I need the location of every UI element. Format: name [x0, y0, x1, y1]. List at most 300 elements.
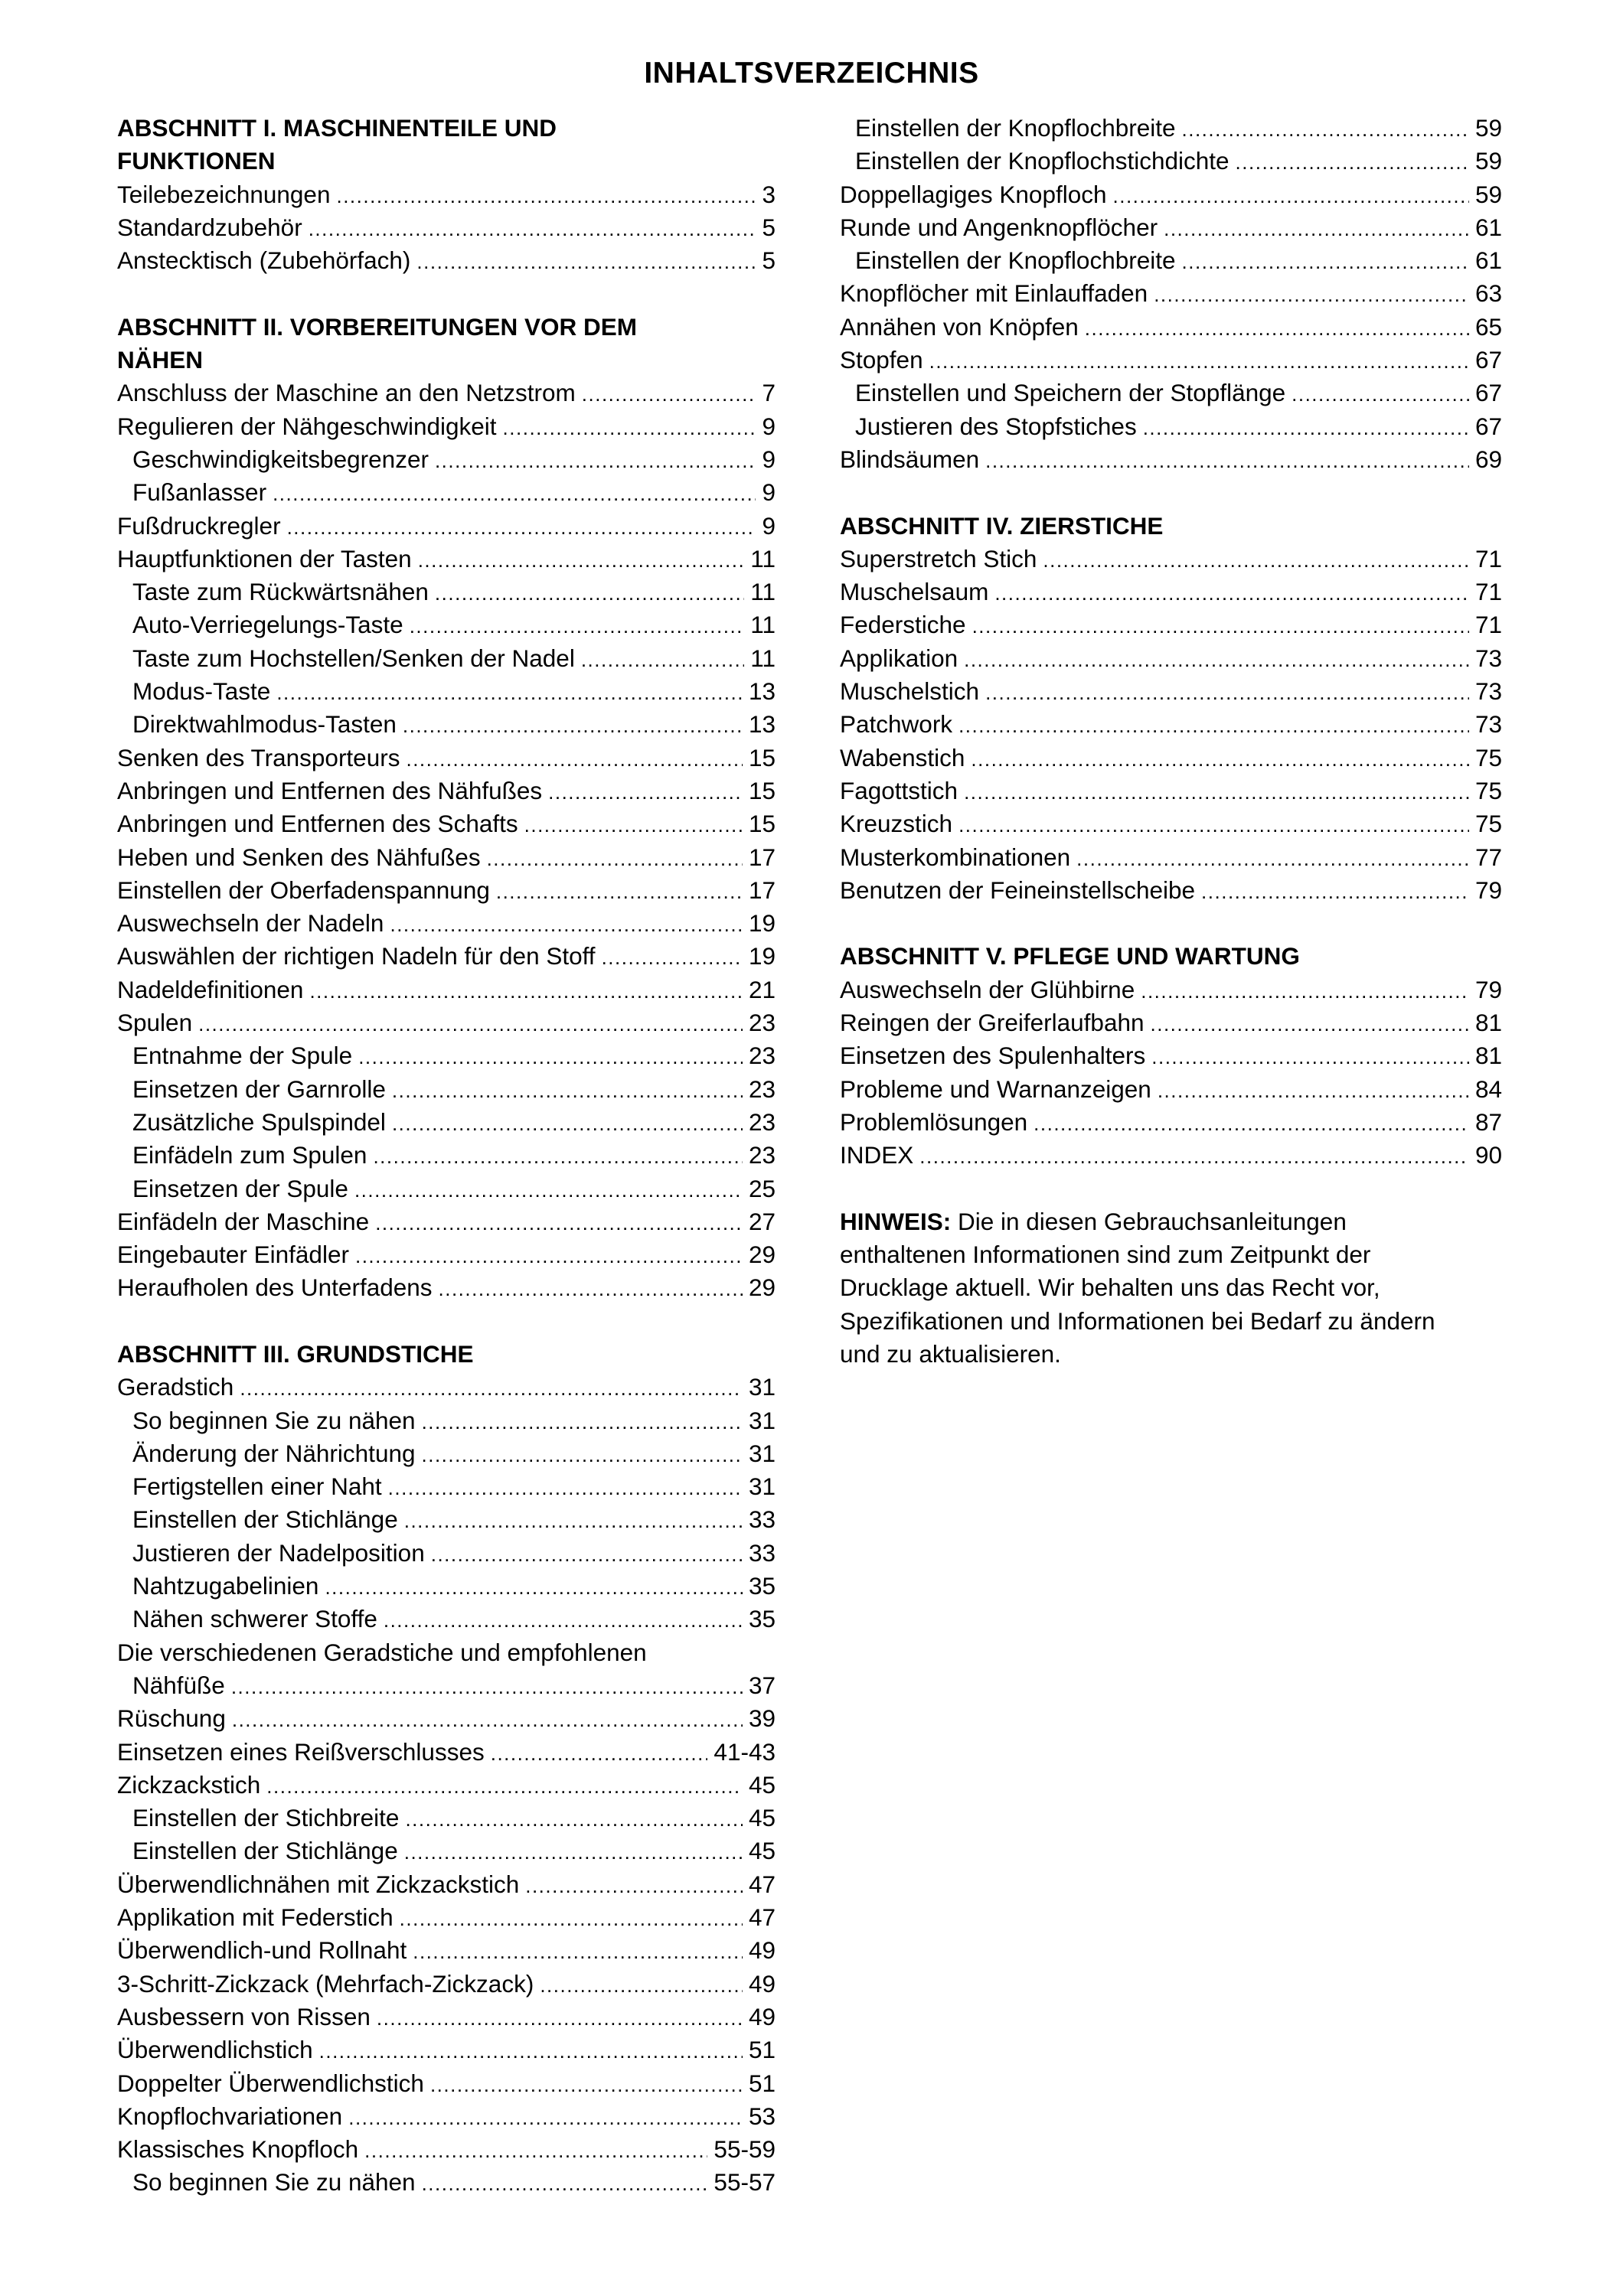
toc-entry-label: So beginnen Sie zu nähen: [132, 1406, 416, 1434]
dot-leader: [240, 1372, 743, 1405]
section-heading: ABSCHNITT V. PFLEGE UND WARTUNG: [840, 942, 1300, 970]
dot-leader: [985, 445, 1469, 478]
dot-leader: [354, 1174, 743, 1207]
toc-entry-label: Rüschung: [117, 1704, 226, 1733]
toc-entry-label: Hauptfunktionen der Tasten: [117, 544, 412, 572]
toc-entry-label: Einsetzen der Garnrolle: [132, 1075, 386, 1103]
toc-entry[interactable]: [117, 841, 776, 874]
dot-leader: [1236, 146, 1469, 179]
toc-entry[interactable]: [117, 543, 776, 576]
toc-entry-label: Einstellen der Stichlänge: [132, 1837, 398, 1865]
toc-entry-page: 5: [762, 246, 776, 275]
toc-entry-page: 37: [748, 1671, 776, 1699]
dot-leader: [422, 2167, 708, 2200]
toc-entry[interactable]: [117, 377, 776, 409]
toc-entry[interactable]: [117, 1238, 776, 1271]
toc-entry-label: Einfädeln der Maschine: [117, 1207, 370, 1235]
dot-leader: [231, 1671, 743, 1704]
toc-entry[interactable]: [117, 443, 776, 476]
toc-entry[interactable]: [117, 1968, 776, 2001]
dot-leader: [958, 809, 1469, 842]
toc-entry[interactable]: [840, 807, 1502, 840]
page-title: INHALTSVERZEICHNIS: [644, 57, 979, 90]
toc-entry-page: 7: [762, 379, 776, 407]
toc-entry-label: Einfädeln zum Spulen: [132, 1141, 367, 1169]
toc-entry-page: 9: [762, 445, 776, 473]
toc-entry-label: Patchwork: [840, 710, 953, 739]
toc-entry[interactable]: [840, 344, 1502, 377]
toc-entry-page: 9: [762, 412, 776, 440]
dot-leader: [1151, 1008, 1469, 1041]
toc-entry[interactable]: [117, 1603, 776, 1636]
toc-entry[interactable]: [117, 907, 776, 940]
toc-entry-label: Auswechseln der Nadeln: [117, 909, 384, 938]
dot-leader: [390, 908, 742, 941]
toc-entry[interactable]: [117, 2100, 776, 2133]
toc-entry[interactable]: [840, 1006, 1502, 1039]
dot-leader: [602, 941, 743, 974]
dot-leader: [403, 709, 743, 742]
dot-leader: [406, 743, 742, 776]
toc-entry-page: 11: [750, 611, 776, 639]
toc-entry[interactable]: [117, 2133, 776, 2166]
dot-leader: [392, 1107, 743, 1140]
toc-entry-label: Überwendlich-und Rollnaht: [117, 1936, 407, 1965]
toc-entry[interactable]: [840, 543, 1502, 576]
toc-entry-label: Taste zum Hochstellen/Senken der Nadel: [132, 644, 575, 672]
toc-entry-label: Direktwahlmodus-Tasten: [132, 710, 397, 739]
toc-entry-page: 31: [748, 1473, 776, 1501]
toc-entry-label: Spulen: [117, 1009, 193, 1037]
toc-entry[interactable]: [117, 807, 776, 840]
toc-entry-label: Doppellagiges Knopfloch: [840, 180, 1107, 208]
toc-entry-label: Anbringen und Entfernen des Schafts: [117, 810, 518, 838]
toc-entry-label: Anstecktisch (Zubehörfach): [117, 246, 411, 275]
note-line: und zu aktualisieren.: [840, 1339, 1061, 1368]
toc-entry-label: Einstellen der Knopflochstichdichte: [855, 147, 1229, 175]
toc-entry-label: Superstretch Stich: [840, 544, 1037, 572]
dot-leader: [435, 577, 744, 610]
toc-entry[interactable]: [117, 1073, 776, 1106]
dot-leader: [503, 412, 756, 445]
toc-entry-page: 31: [748, 1406, 776, 1434]
toc-entry-page: 81: [1474, 1009, 1502, 1037]
section-spacer: [117, 277, 776, 310]
toc-entry[interactable]: [840, 974, 1502, 1006]
toc-entry-label: Fertigstellen einer Naht: [132, 1473, 382, 1501]
toc-entry-page: 19: [748, 942, 776, 970]
dot-leader: [929, 345, 1469, 378]
dot-leader: [435, 445, 756, 478]
toc-entry-label: Einstellen und Speichern der Stopflänge: [855, 379, 1286, 407]
dot-leader: [985, 677, 1469, 709]
toc-entry[interactable]: [840, 1073, 1502, 1106]
note-line: Drucklage aktuell. Wir behalten uns das Recht vor,: [840, 1274, 1380, 1302]
dot-leader: [364, 2135, 707, 2167]
toc-entry[interactable]: [117, 1205, 776, 1238]
toc-entry-label: Stopfen: [840, 346, 923, 374]
toc-entry[interactable]: [840, 145, 1502, 178]
toc-entry[interactable]: [117, 1503, 776, 1536]
toc-entry-page: 11: [750, 578, 776, 606]
dot-leader: [375, 1207, 743, 1240]
section-heading: FUNKTIONEN: [117, 147, 276, 175]
toc-entry[interactable]: [840, 211, 1502, 244]
toc-entry[interactable]: [840, 443, 1502, 476]
toc-entry-label: Fagottstich: [840, 776, 958, 804]
toc-entry-page: 9: [762, 478, 776, 507]
dot-leader: [1292, 378, 1469, 411]
dot-leader: [1141, 975, 1469, 1008]
toc-entry-label: Applikation: [840, 644, 958, 672]
dot-leader: [273, 478, 756, 510]
dot-leader: [422, 1439, 743, 1472]
toc-entry[interactable]: [117, 244, 776, 277]
toc-entry-label: So beginnen Sie zu nähen: [132, 2168, 416, 2197]
dot-leader: [548, 776, 743, 809]
section-heading: ABSCHNITT III. GRUNDSTICHE: [117, 1339, 474, 1368]
toc-entry-page: 75: [1474, 810, 1502, 838]
toc-entry-label: Regulieren der Nähgeschwindigkeit: [117, 412, 497, 440]
toc-entry-page: 73: [1474, 644, 1502, 672]
toc-entry-label: Auto-Verriegelungs-Taste: [132, 611, 403, 639]
toc-entry[interactable]: [117, 1868, 776, 1901]
toc-entry-page: 23: [748, 1009, 776, 1037]
toc-entry[interactable]: [117, 1736, 776, 1769]
dot-leader: [919, 1140, 1469, 1173]
dot-leader: [336, 180, 756, 213]
toc-entry-page: 25: [748, 1174, 776, 1202]
toc-entry[interactable]: [840, 244, 1502, 277]
toc-entry[interactable]: [117, 1769, 776, 1802]
toc-entry-label: Einstellen der Stichlänge: [132, 1505, 398, 1534]
toc-entry[interactable]: [117, 410, 776, 443]
dot-leader: [1154, 279, 1469, 311]
toc-entry-label: Kreuzstich: [840, 810, 953, 838]
dot-leader: [1043, 544, 1469, 577]
toc-entry-label: Fußanlasser: [132, 478, 267, 507]
dot-leader: [413, 1936, 743, 1968]
toc-entry-label: Teilebezeichnungen: [117, 180, 331, 208]
toc-entry[interactable]: [117, 1702, 776, 1735]
dot-leader: [355, 1240, 743, 1273]
toc-entry-label: Federstiche: [840, 611, 966, 639]
toc-entry[interactable]: [117, 1404, 776, 1437]
toc-entry[interactable]: [117, 1934, 776, 1967]
toc-entry-label: Anbringen und Entfernen des Nähfußes: [117, 776, 543, 804]
toc-entry[interactable]: [117, 1139, 776, 1172]
toc-entry-page: 49: [748, 2002, 776, 2030]
toc-entry-label: Annähen von Knöpfen: [840, 312, 1079, 341]
toc-entry-page: 35: [748, 1572, 776, 1600]
toc-entry[interactable]: [117, 874, 776, 907]
toc-entry-label: Modus-Taste: [132, 677, 271, 706]
toc-entry-page: 33: [748, 1505, 776, 1534]
toc-entry-page: 45: [748, 1837, 776, 1865]
toc-entry-label: Entnahme der Spule: [132, 1042, 353, 1070]
dot-leader: [994, 577, 1469, 610]
toc-left-column: [117, 112, 776, 2200]
toc-entry[interactable]: [840, 410, 1502, 443]
toc-entry-label: Applikation mit Federstich: [117, 1903, 394, 1932]
toc-entry-label: Probleme und Warnanzeigen: [840, 1075, 1151, 1103]
toc-entry[interactable]: [117, 510, 776, 543]
toc-entry[interactable]: [117, 2033, 776, 2066]
dot-leader: [582, 378, 756, 411]
dot-leader: [309, 975, 743, 1008]
toc-entry[interactable]: [840, 277, 1502, 310]
toc-entry-page: 15: [748, 743, 776, 771]
toc-entry[interactable]: [840, 576, 1502, 608]
toc-entry-page: 5: [762, 213, 776, 241]
toc-entry-label: Problemlösungen: [840, 1107, 1028, 1136]
toc-entry-page: 3: [762, 180, 776, 208]
toc-entry-label: Zusätzliche Spulspindel: [132, 1107, 386, 1136]
toc-entry[interactable]: [117, 1006, 776, 1039]
toc-entry-page: 59: [1474, 147, 1502, 175]
toc-entry-page: 33: [748, 1538, 776, 1567]
dot-leader: [524, 809, 743, 842]
dot-leader: [404, 1836, 743, 1869]
toc-entry[interactable]: [117, 708, 776, 741]
dot-leader: [404, 1505, 743, 1538]
toc-entry[interactable]: [840, 708, 1502, 741]
toc-entry-label: Einstellen der Stichbreite: [132, 1804, 400, 1832]
toc-entry-page: 23: [748, 1042, 776, 1070]
toc-entry[interactable]: [117, 211, 776, 244]
toc-entry-label: Muschelsaum: [840, 578, 989, 606]
dot-leader: [1113, 180, 1469, 213]
dot-leader: [266, 1770, 743, 1803]
toc-entry-label: Eingebauter Einfädler: [117, 1241, 349, 1269]
toc-entry[interactable]: [840, 178, 1502, 211]
toc-entry[interactable]: [840, 642, 1502, 675]
toc-entry-label: Klassisches Knopfloch: [117, 2135, 359, 2164]
toc-entry-page: 79: [1474, 876, 1502, 904]
toc-entry[interactable]: [117, 576, 776, 608]
toc-entry[interactable]: [840, 874, 1502, 907]
note-line: enthaltenen Informationen sind zum Zeitpunkt der: [840, 1241, 1371, 1269]
toc-entry[interactable]: [840, 775, 1502, 807]
toc-entry-page: 71: [1474, 611, 1502, 639]
toc-entry-label: Senken des Transporteurs: [117, 743, 400, 771]
dot-leader: [496, 876, 743, 908]
toc-entry[interactable]: [117, 1039, 776, 1072]
dot-leader: [487, 843, 743, 876]
toc-entry-page: 67: [1474, 379, 1502, 407]
toc-entry[interactable]: [117, 2067, 776, 2100]
toc-entry[interactable]: [117, 1371, 776, 1404]
toc-entry[interactable]: [840, 377, 1502, 409]
dot-leader: [1201, 876, 1469, 908]
note-line: Spezifikationen und Informationen bei Bedarf zu ändern: [840, 1306, 1435, 1335]
dot-leader: [373, 1140, 743, 1173]
toc-entry-label: Einsetzen eines Reißverschlusses: [117, 1737, 485, 1766]
toc-entry[interactable]: [117, 476, 776, 509]
dot-leader: [287, 511, 756, 544]
dot-leader: [384, 1604, 743, 1637]
toc-entry-page: 71: [1474, 578, 1502, 606]
dot-leader: [422, 1406, 743, 1439]
toc-entry-page: 84: [1474, 1075, 1502, 1103]
toc-entry-page: 63: [1474, 279, 1502, 308]
toc-entry-label: Reingen der Greiferlaufbahn: [840, 1009, 1145, 1037]
dot-leader: [377, 2002, 743, 2035]
dot-leader: [325, 1571, 743, 1604]
note-paragraph: [840, 1205, 1502, 1371]
toc-entry-page: 81: [1474, 1042, 1502, 1070]
toc-entry[interactable]: [840, 841, 1502, 874]
toc-entry-label: Einsetzen der Spule: [132, 1174, 348, 1202]
toc-entry-label: Auswechseln der Glühbirne: [840, 975, 1135, 1003]
toc-entry-page: 15: [748, 776, 776, 804]
toc-entry[interactable]: [840, 608, 1502, 641]
toc-entry-page: 53: [748, 2102, 776, 2130]
section-heading: ABSCHNITT IV. ZIERSTICHE: [840, 511, 1164, 540]
toc-entry-page: 73: [1474, 710, 1502, 739]
toc-entry[interactable]: [117, 642, 776, 675]
toc-entry-label: Heben und Senken des Nähfußes: [117, 843, 481, 871]
toc-entry-label: Einstellen der Knopflochbreite: [855, 114, 1176, 142]
toc-entry-text: Die verschiedenen Geradstiche und empfohlenen: [117, 1638, 647, 1666]
toc-entry-page: 23: [748, 1141, 776, 1169]
toc-entry-page: 31: [748, 1373, 776, 1401]
toc-entry[interactable]: [840, 1039, 1502, 1072]
toc-entry[interactable]: [117, 775, 776, 807]
toc-entry[interactable]: [117, 742, 776, 775]
toc-entry-label: Heraufholen des Unterfadens: [117, 1274, 433, 1302]
toc-entry[interactable]: [117, 1669, 776, 1702]
toc-entry[interactable]: [117, 1172, 776, 1205]
section-spacer: [117, 1305, 776, 1338]
toc-entry-label: Runde und Angenknopflöcher: [840, 213, 1158, 241]
toc-entry[interactable]: [840, 1139, 1502, 1172]
dot-leader: [972, 610, 1469, 643]
dot-leader: [491, 1737, 708, 1770]
dot-leader: [1143, 412, 1469, 445]
dot-leader: [1034, 1107, 1469, 1140]
toc-entry-page: 29: [748, 1274, 776, 1302]
toc-entry[interactable]: [840, 742, 1502, 775]
section-heading: NÄHEN: [117, 346, 204, 374]
dot-leader: [431, 1538, 743, 1571]
dot-leader: [232, 1704, 743, 1737]
toc-right-column: [840, 112, 1502, 1371]
toc-entry[interactable]: [840, 311, 1502, 344]
dot-leader: [348, 2102, 743, 2135]
dot-leader: [581, 644, 744, 677]
toc-entry[interactable]: [117, 1437, 776, 1470]
dot-leader: [418, 544, 745, 577]
toc-entry-page: 73: [1474, 677, 1502, 706]
dot-leader: [1182, 246, 1469, 279]
toc-entry[interactable]: [117, 1802, 776, 1835]
toc-entry[interactable]: [117, 1470, 776, 1503]
toc-entry-label: Wabenstich: [840, 743, 965, 771]
toc-entry-page: 51: [748, 2036, 776, 2064]
toc-entry-page: 61: [1474, 213, 1502, 241]
toc-entry-label: Justieren des Stopfstiches: [855, 412, 1137, 440]
toc-entry-page: 19: [748, 909, 776, 938]
toc-entry-label: Muschelstich: [840, 677, 980, 706]
toc-entry[interactable]: [117, 1106, 776, 1139]
toc-entry-label: Nahtzugabelinien: [132, 1572, 319, 1600]
toc-entry-page: 67: [1474, 346, 1502, 374]
section-heading: ABSCHNITT I. MASCHINENTEILE UND: [117, 114, 557, 142]
toc-entry[interactable]: [117, 675, 776, 708]
toc-entry[interactable]: [117, 974, 776, 1006]
dot-leader: [309, 213, 756, 246]
dot-leader: [439, 1273, 743, 1306]
toc-entry-page: 41-43: [714, 1737, 776, 1766]
toc-entry-page: 77: [1474, 843, 1502, 871]
toc-entry[interactable]: [117, 1271, 776, 1304]
note-line: Die in diesen Gebrauchsanleitungen: [951, 1207, 1347, 1235]
dot-leader: [1076, 843, 1469, 876]
toc-entry-label: Musterkombinationen: [840, 843, 1071, 871]
toc-entry-page: 90: [1474, 1141, 1502, 1169]
toc-entry[interactable]: [117, 2001, 776, 2033]
toc-entry-label: Doppelter Überwendlichstich: [117, 2069, 424, 2097]
toc-entry-page: 23: [748, 1075, 776, 1103]
toc-entry-page: 79: [1474, 975, 1502, 1003]
toc-entry-page: 71: [1474, 544, 1502, 572]
note-label: HINWEIS:: [840, 1207, 952, 1235]
toc-entry[interactable]: [117, 178, 776, 211]
toc-entry-page: 87: [1474, 1107, 1502, 1136]
toc-entry-label: Änderung der Nährichtung: [132, 1439, 416, 1467]
toc-entry-page: 27: [748, 1207, 776, 1235]
dot-leader: [964, 644, 1469, 677]
toc-entry[interactable]: [840, 1106, 1502, 1139]
toc-entry-label: Taste zum Rückwärtsnähen: [132, 578, 429, 606]
toc-entry-page: 65: [1474, 312, 1502, 341]
dot-leader: [198, 1008, 743, 1041]
dot-leader: [405, 1803, 743, 1836]
toc-entry[interactable]: [117, 2166, 776, 2199]
toc-entry-label: Fußdruckregler: [117, 511, 281, 540]
toc-entry-label: Standardzubehör: [117, 213, 302, 241]
toc-entry-page: 67: [1474, 412, 1502, 440]
toc-entry-label: Justieren der Nadelposition: [132, 1538, 425, 1567]
toc-entry-page: 47: [748, 1870, 776, 1898]
dot-leader: [958, 709, 1469, 742]
toc-entry-page: 15: [748, 810, 776, 838]
toc-entry-label: Geschwindigkeitsbegrenzer: [132, 445, 429, 473]
toc-entry-label: 3-Schritt-Zickzack (Mehrfach-Zickzack): [117, 1969, 534, 1998]
toc-entry-label: Knopflöcher mit Einlauffaden: [840, 279, 1148, 308]
toc-entry-page: 55-59: [714, 2135, 776, 2164]
toc-entry-page: 59: [1474, 114, 1502, 142]
toc-entry[interactable]: [117, 608, 776, 641]
toc-entry[interactable]: [117, 1537, 776, 1570]
dot-leader: [416, 246, 756, 279]
toc-entry[interactable]: [117, 1835, 776, 1867]
toc-entry-page: 45: [748, 1804, 776, 1832]
toc-entry[interactable]: [840, 112, 1502, 145]
toc-entry[interactable]: [117, 1570, 776, 1603]
toc-entry[interactable]: [840, 675, 1502, 708]
toc-entry[interactable]: [117, 1901, 776, 1934]
toc-entry-page: 31: [748, 1439, 776, 1467]
dot-leader: [388, 1472, 743, 1505]
toc-entry-page: 39: [748, 1704, 776, 1733]
toc-entry-page: 17: [748, 876, 776, 904]
dot-leader: [400, 1903, 743, 1936]
toc-entry[interactable]: [117, 940, 776, 973]
toc-entry-page: 75: [1474, 743, 1502, 771]
toc-entry-label: Auswählen der richtigen Nadeln für den Stoff: [117, 942, 596, 970]
